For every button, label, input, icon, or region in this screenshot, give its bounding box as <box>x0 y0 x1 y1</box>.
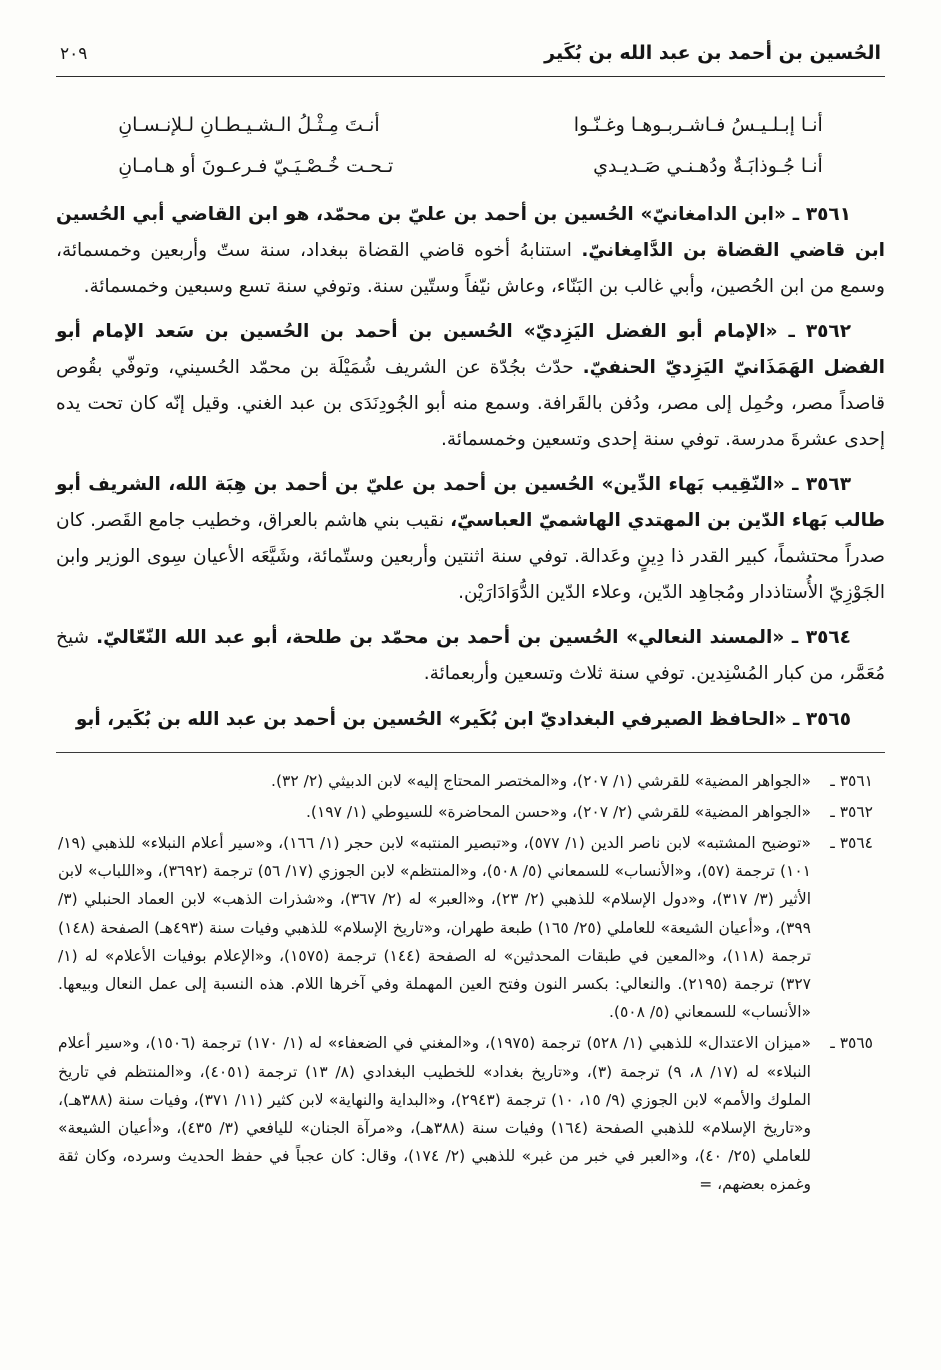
verse-2-hemistich-left: تـحـت خُـصْـيَـيّ فـرعـونَ أو هـامـانِ <box>118 154 394 177</box>
footnotes-section <box>56 767 885 1199</box>
entry-3562-heading: ٣٥٦٢ ـ «الإمام أبو الفضل اليَزِديّ» الحُسين بن أحمد بن الحُسين بن سَعد الإمام أبو الفضل الهَمَذَانيّ اليَزِديّ الحنفيّ. <box>56 320 885 378</box>
entry-3563-heading: ٣٥٦٣ ـ «النّقِيب بَهاء الدِّين» الحُسين بن أحمد بن عليّ بن أحمد بن هِبَة الله، الشريف أبو طالب بَهاء الدّين بن المهتدي الهاشميّ العباسيّ، <box>56 474 885 532</box>
entry-3564-body: شيخ مُعَمَّر، من كبار المُسْنِدين. توفي سنة ثلاث وتسعين وأربعمائة. <box>56 627 885 685</box>
entry-3563 <box>56 467 885 611</box>
verse-line-1 <box>118 105 823 146</box>
entry-3561-heading: ٣٥٦١ ـ «ابن الدامغانيّ» الحُسين بن أحمد بن عليّ بن محمّد، هو ابن القاضي أبي الحُسين ابن قاضي القضاة بن الدَّامِغانيّ. <box>56 203 885 261</box>
entry-3564 <box>56 620 885 692</box>
footnote-3561 <box>58 767 873 795</box>
footnote-3561-text: «الجواهر المضية» للقرشي (١/ ٢٠٧)، و«المختصر المحتاج إليه» لابن الدبيثي (٢/ ٣٢). <box>271 771 811 790</box>
footnote-3562-text: «الجواهر المضية» للقرشي (٢/ ٢٠٧)، و«حسن المحاضرة» للسيوطي (١/ ١٩٧). <box>305 802 811 821</box>
verse-1-hemistich-left: أنـتَ مِـثْـلُ الـشـيـطـانِ لـلإنـسـانِ <box>118 114 380 136</box>
entry-3563-body: نقيب بني هاشم بالعراق، وخطيب جامع القَصر. كان صدراً محتشماً، كبير القدر ذا دِينٍ وعَدالة. توفي سنة اثنتين وأربعين وستّمائة، وشَيَّعَه الأعيان سِوى الوزير وابن الجَوْزِيّ الأُستاذدار ومُجاهِد الدّين، وعلاء الدّين الدُّوَادَارَيْن. <box>56 510 885 604</box>
page-header <box>56 42 885 77</box>
entry-3562-body: حدّث بجُدّة عن الشريف شُمَيْلَة بن محمّد الحُسيني، وتوفّي بقُوص قاصداً مصر، وحُمِل إلى مصر، ودُفن بالقَرافة. وسمع منه أبو الجُودِنَدَى بن عبد الغني. وقيل إنّه كان تحت يده إحدى عشرةَ مدرسة. توفي سنة إحدى وتسعين وخمسمائة. <box>56 356 885 451</box>
entry-3562 <box>56 314 885 458</box>
footnote-3565 <box>58 1029 873 1198</box>
footnote-separator <box>56 752 885 753</box>
footnote-3562 <box>58 798 873 826</box>
verse-2-hemistich-right: أنـا جُـوذابَـةٌ ودُهـنـي صَـديـدي <box>593 154 823 177</box>
footnote-3562-number: ٣٥٦٢ ـ <box>830 802 873 821</box>
page-number: ٢٠٩ <box>60 44 88 64</box>
entry-3564-heading: ٣٥٦٤ ـ «المسند النعالي» الحُسين بن أحمد بن محمّد بن طلحة، أبو عبد الله النّعّاليّ. <box>96 627 851 649</box>
footnote-3564-text: «توضيح المشتبه» لابن ناصر الدين (١/ ٥٧٧)، و«تبصير المنتبه» لابن حجر (١/ ١٦٦)، و«سير أعلام النبلاء» للذهبي (١٩/ ١٠١) ترجمة (٥٧)، و«الأنساب» للسمعاني (٥/ ٥٠٨)، و«المنتظم» لابن الجوزي (١٧/ ٥٦) ترجمة (٣٦٩٢)، و«اللباب» لابن الأثير (٣/ ٣١٧)، و«دول الإسلام» للذهبي (٢/ ٢٣)، و«العبر» له (٢/ ٣٦٧)، و«شذرات الذهب» لابن العماد الحنبلي (٣/ ٣٩٩)، و«أعيان الشيعة» للعاملي (٢٥/ ١٦٥) طبعة طهران، و«تاريخ الإسلام» للذهبي وفيات سنة (٤٩٣هـ) الصفحة (١٤٨) ترجمة (١١٨)، و«المعين في طبقات المحدثين» له الصفحة (١٤٤) ترجمة (١٥٧٥)، و«الإعلام بوفيات الأعلام» له (١/ ٣٢٧) ترجمة (٢١٩٥). والنعالي: بكسر النون وفتح العين المهملة وفي آخرها اللام. هذه النسبة إلى عمل النعال وبيعها. «الأنساب» للسمعاني (٥/ ٥٠٨). <box>58 833 812 1022</box>
entry-3565-heading: ٣٥٦٥ ـ «الحافظ الصيرفي البغداديّ ابن بُكَير» الحُسين بن أحمد بن عبد الله بن بُكَير، أبو <box>75 708 851 730</box>
footnote-3564 <box>58 829 873 1026</box>
verse-1-hemistich-right: أنـا إبـلـيـسُ فـاشـربـوهـا وغـنّـوا <box>573 114 823 136</box>
footnote-3564-number: ٣٥٦٤ ـ <box>830 833 873 852</box>
entry-3565 <box>56 702 885 738</box>
entry-3561-body: استنابهُ أخوه قاضي القضاة ببغداد، سنة ستّ وأربعين وخمسمائة، وسمع من ابن الحُصين، وأبي غالب بن البَنّاء، وعاش نيّفاً وستّين سنة. وتوفي سنة تسع وسبعين وخمسمائة. <box>56 239 885 297</box>
poetry-block <box>118 105 823 187</box>
verse-line-2 <box>118 146 823 187</box>
footnote-3565-text: «ميزان الاعتدال» للذهبي (١/ ٥٢٨) ترجمة (١٩٧٥)، و«المغني في الضعفاء» له (١/ ١٧٠) ترجمة (١٥٠٦)، و«سير أعلام النبلاء» له (١٧/ ٨، ٩) ترجمة (٣)، و«تاريخ بغداد» للخطيب البغدادي (٨/ ١٣) ترجمة (٤٠٥١)، و«المنتظم في تاريخ الملوك والأمم» لابن الجوزي (٩/ ١٥، ١٠) ترجمة (٢٩٤٣)، و«البداية والنهاية» لابن كثير (١١/ ٣٧١)، وفيات سنة (٣٨٨هـ)، و«تاريخ الإسلام» للذهبي الصفحة (١٦٤) وفيات سنة (٣٨٨هـ)، و«مرآة الجنان» لليافعي (٣/ ٤٣٥)، و«أعيان الشيعة» للعاملي (٢٥/ ٤٠)، و«العبر في خبر من غبر» للذهبي (٢/ ١٧٤)، وقال: كان عجباً في حفظ الحديث وسرده، وكان ثقة وغمزه بعضهم، = <box>58 1034 811 1194</box>
footnote-3565-number: ٣٥٦٥ ـ <box>830 1034 873 1053</box>
footnote-3561-number: ٣٥٦١ ـ <box>830 771 873 790</box>
entry-3561 <box>56 197 885 305</box>
entries-section <box>56 197 885 738</box>
running-title: الحُسين بن أحمد بن عبد الله بن بُكَير <box>544 42 881 64</box>
